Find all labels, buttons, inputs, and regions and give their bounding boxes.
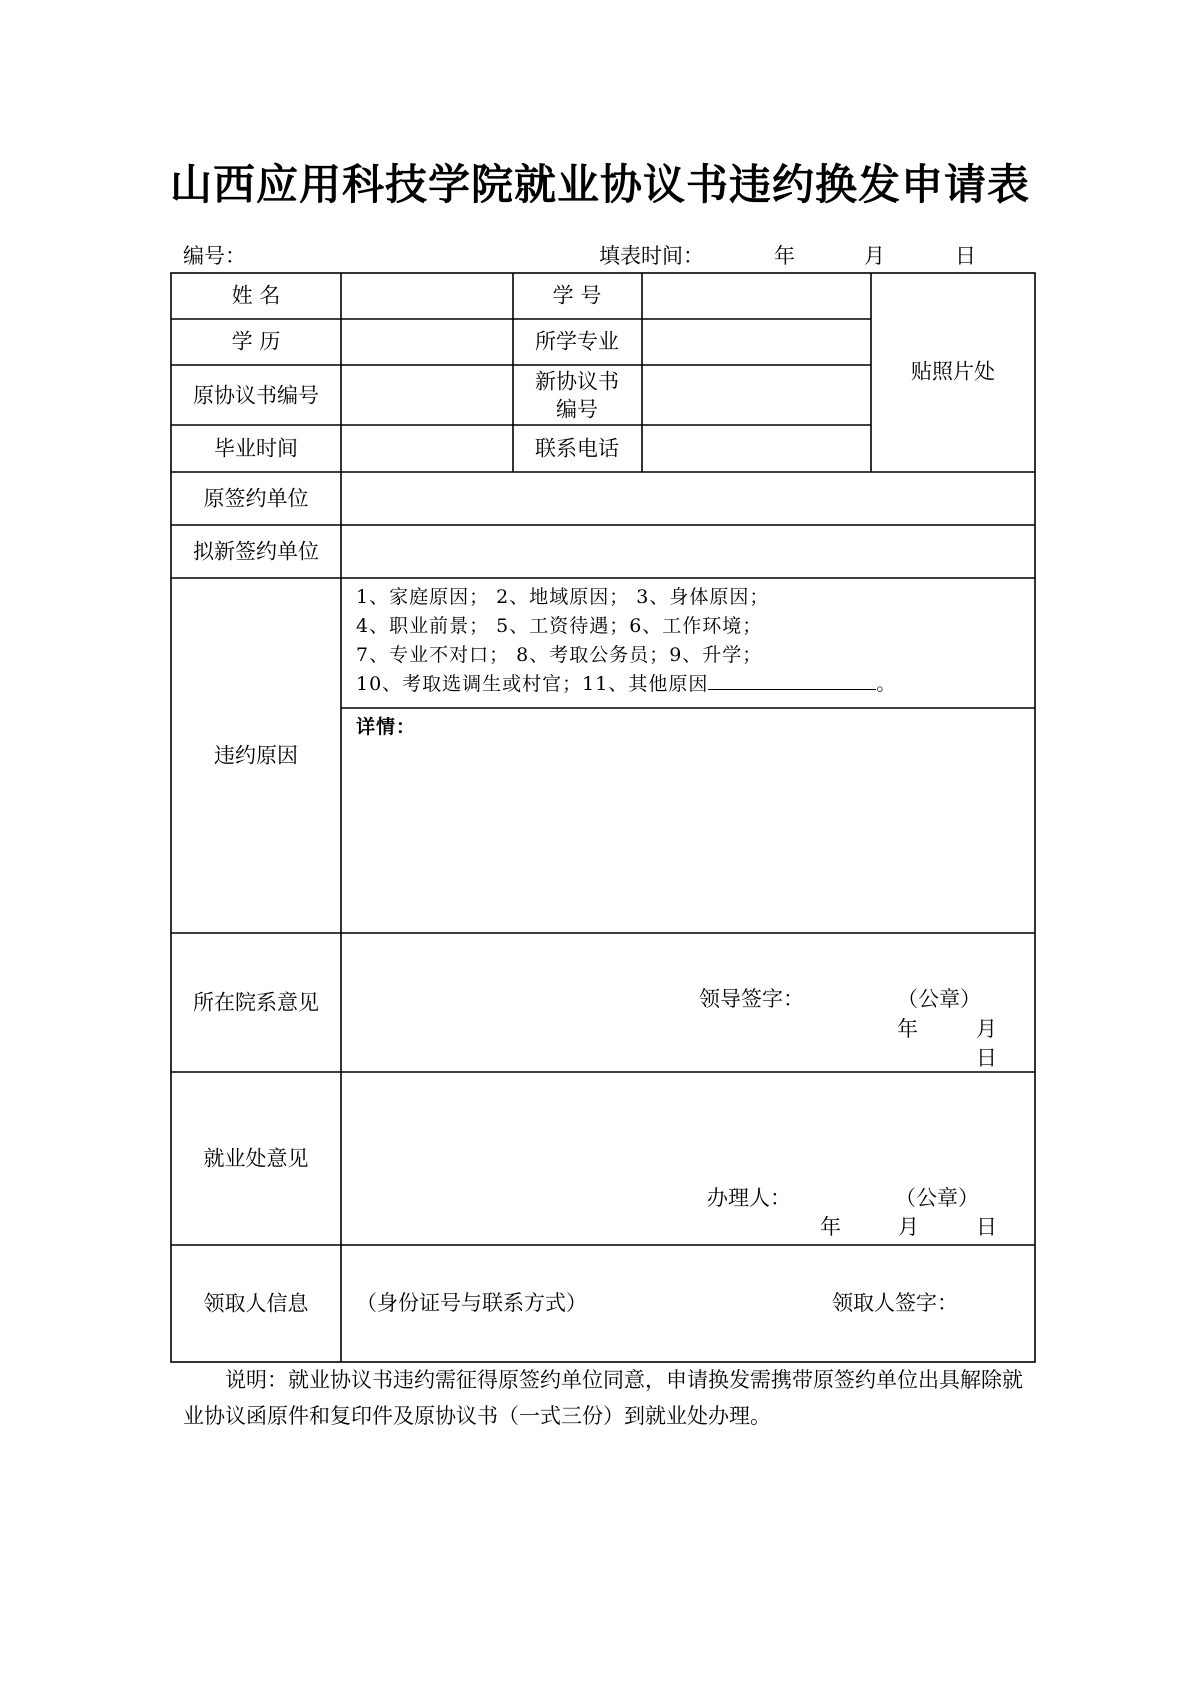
fill-time-day: 日 [955, 244, 976, 268]
reason-line-end: 。 [876, 673, 897, 695]
details-label: 详情： [356, 716, 417, 738]
receiver-info-label: 领取人信息 [203, 1291, 309, 1316]
fill-time-month: 月 [864, 244, 885, 268]
reason-options-line-4 [356, 669, 896, 696]
dept-opinion-label: 所在院系意见 [193, 990, 319, 1015]
office-date-day: 日 [976, 1215, 997, 1239]
orig-agreement-no-label: 原协议书编号 [193, 383, 319, 408]
handler-label: 办理人： [707, 1186, 791, 1210]
reason-options-line-2: 4、职业前景； 5、工资待遇；6、工作环境； [356, 615, 763, 637]
new-unit-label: 拟新签约单位 [193, 539, 319, 564]
dept-date-month: 月 [976, 1017, 997, 1041]
footer-note: 说明：就业协议书违约需征得原签约单位同意，申请换发需携带原签约单位出具解除就业协议函原件和复印件及原协议书（一式三份）到就业处办理。 [183, 1368, 1023, 1428]
employment-office-label: 就业处意见 [203, 1146, 309, 1171]
fill-time-year: 年 [774, 244, 795, 268]
reason-options-line-3: 7、专业不对口； 8、考取公务员；9、升学； [356, 644, 763, 666]
number-label: 编号： [183, 244, 246, 268]
education-label: 学 历 [231, 329, 281, 354]
orig-unit-label: 原签约单位 [203, 486, 309, 511]
dept-date-day: 日 [976, 1046, 997, 1070]
dept-seal: （公章） [897, 987, 981, 1011]
receiver-info-hint: （身份证号与联系方式） [356, 1291, 587, 1315]
major-label: 所学专业 [535, 329, 619, 354]
graduation-time-label: 毕业时间 [214, 436, 298, 461]
dept-date-year: 年 [897, 1017, 918, 1041]
fill-time-label: 填表时间： [599, 244, 704, 268]
leader-sign-label: 领导签字： [699, 987, 804, 1011]
name-label: 姓 名 [231, 283, 281, 308]
breach-reason-label: 违约原因 [214, 743, 298, 768]
photo-placeholder: 贴照片处 [911, 359, 995, 384]
form-title: 山西应用科技学院就业协议书违约换发申请表 [169, 160, 1030, 209]
office-date-month: 月 [898, 1215, 919, 1239]
office-date-year: 年 [820, 1215, 841, 1239]
receiver-sign-label: 领取人签字： [832, 1291, 958, 1315]
new-agreement-no-label-2: 编号 [556, 397, 598, 422]
student-id-label: 学 号 [552, 283, 602, 308]
phone-label: 联系电话 [535, 436, 619, 461]
reason-option-other: 10、考取选调生或村官；11、其他原因 [356, 673, 709, 695]
new-agreement-no-label-1: 新协议书 [535, 369, 619, 394]
reason-options-line-1: 1、家庭原因； 2、地域原因； 3、身体原因； [356, 586, 770, 608]
office-seal: （公章） [895, 1186, 979, 1210]
other-reason-blank[interactable] [708, 671, 876, 690]
